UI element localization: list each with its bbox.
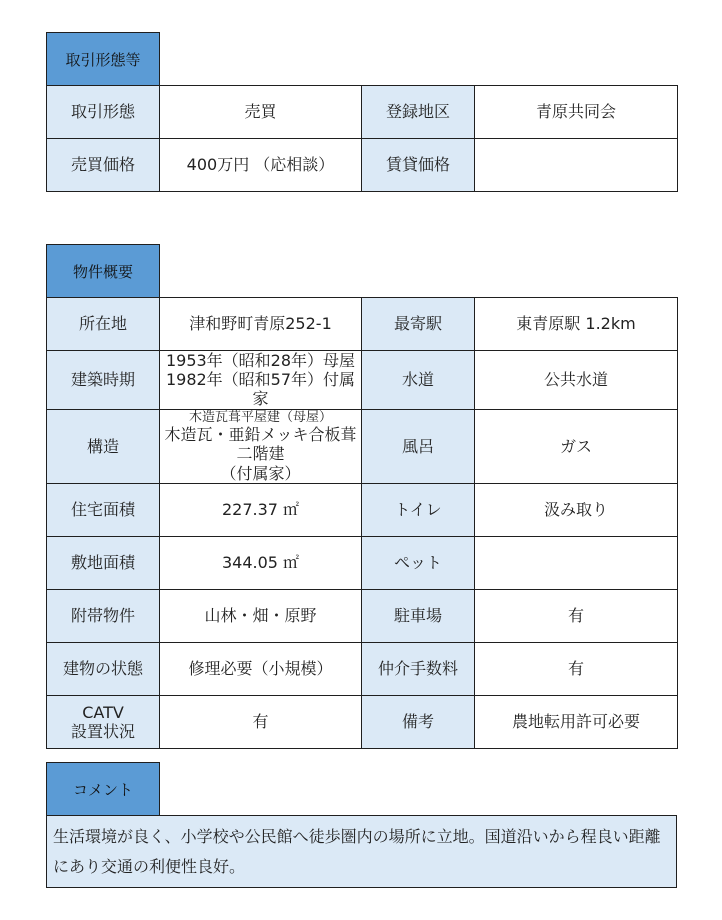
transaction-type-value: 売買 bbox=[160, 86, 362, 139]
built-value bbox=[160, 351, 362, 410]
table-row bbox=[47, 483, 678, 536]
remarks-label: 備考 bbox=[362, 695, 475, 748]
rent-price-value bbox=[475, 139, 678, 192]
house-area-value: 227.37 ㎡ bbox=[160, 483, 362, 536]
table-row bbox=[47, 86, 678, 139]
built-annex: 1982年（昭和57年）付属家 bbox=[165, 370, 356, 409]
parking-label: 駐車場 bbox=[362, 589, 475, 642]
pet-label: ペット bbox=[362, 536, 475, 589]
station-label: 最寄駅 bbox=[362, 298, 475, 351]
condition-value: 修理必要（小規模） bbox=[160, 642, 362, 695]
location-label: 所在地 bbox=[47, 298, 160, 351]
transaction-type-label: 取引形態 bbox=[47, 86, 160, 139]
structure-main-house: 木造瓦葺平屋建（母屋） bbox=[188, 409, 332, 425]
catv-label-line2: 設置状況 bbox=[70, 721, 135, 741]
comment-text: 生活環境が良く、小学校や公民館へ徒歩圏内の場所に立地。国道沿いから程良い距離にあり交通の利便性良好。 bbox=[46, 815, 677, 888]
table-row bbox=[47, 642, 678, 695]
house-area-label: 住宅面積 bbox=[47, 483, 160, 536]
annex-value: 山林・畑・原野 bbox=[160, 589, 362, 642]
toilet-label: トイレ bbox=[362, 483, 475, 536]
catv-label-line1: CATV bbox=[82, 702, 124, 722]
condition-label: 建物の状態 bbox=[47, 642, 160, 695]
fee-value: 有 bbox=[475, 642, 678, 695]
structure-annex-note: （付属家） bbox=[220, 463, 301, 483]
comment-section-tab: コメント bbox=[46, 762, 160, 816]
water-value: 公共水道 bbox=[475, 351, 678, 410]
transaction-section-tab: 取引形態等 bbox=[46, 32, 160, 86]
structure-label: 構造 bbox=[47, 409, 160, 483]
structure-value bbox=[160, 409, 362, 483]
remarks-value: 農地転用許可必要 bbox=[475, 695, 678, 748]
district-label: 登録地区 bbox=[362, 86, 475, 139]
annex-label: 附帯物件 bbox=[47, 589, 160, 642]
water-label: 水道 bbox=[362, 351, 475, 410]
built-label: 建築時期 bbox=[47, 351, 160, 410]
structure-annex: 木造瓦・亜鉛メッキ合板葺二階建 bbox=[164, 425, 357, 464]
location-value: 津和野町青原252-1 bbox=[160, 298, 362, 351]
table-row bbox=[47, 409, 678, 483]
station-value: 東青原駅 1.2km bbox=[475, 298, 678, 351]
table-row bbox=[47, 139, 678, 192]
sale-price-label: 売買価格 bbox=[47, 139, 160, 192]
table-row bbox=[47, 589, 678, 642]
table-row bbox=[47, 298, 678, 351]
fee-label: 仲介手数料 bbox=[362, 642, 475, 695]
bath-value: ガス bbox=[475, 409, 678, 483]
rent-price-label: 賃貸価格 bbox=[362, 139, 475, 192]
sale-price-value: 400万円 （応相談） bbox=[160, 139, 362, 192]
table-row bbox=[47, 351, 678, 410]
land-area-label: 敷地面積 bbox=[47, 536, 160, 589]
catv-label bbox=[47, 695, 160, 748]
land-area-value: 344.05 ㎡ bbox=[160, 536, 362, 589]
transaction-table bbox=[46, 85, 678, 192]
property-section-tab: 物件概要 bbox=[46, 244, 160, 298]
toilet-value: 汲み取り bbox=[475, 483, 678, 536]
built-main-house: 1953年（昭和28年）母屋 bbox=[165, 351, 356, 370]
property-table bbox=[46, 297, 678, 749]
pet-value bbox=[475, 536, 678, 589]
bath-label: 風呂 bbox=[362, 409, 475, 483]
district-value: 青原共同会 bbox=[475, 86, 678, 139]
catv-value: 有 bbox=[160, 695, 362, 748]
table-row bbox=[47, 536, 678, 589]
table-row bbox=[47, 695, 678, 748]
parking-value: 有 bbox=[475, 589, 678, 642]
